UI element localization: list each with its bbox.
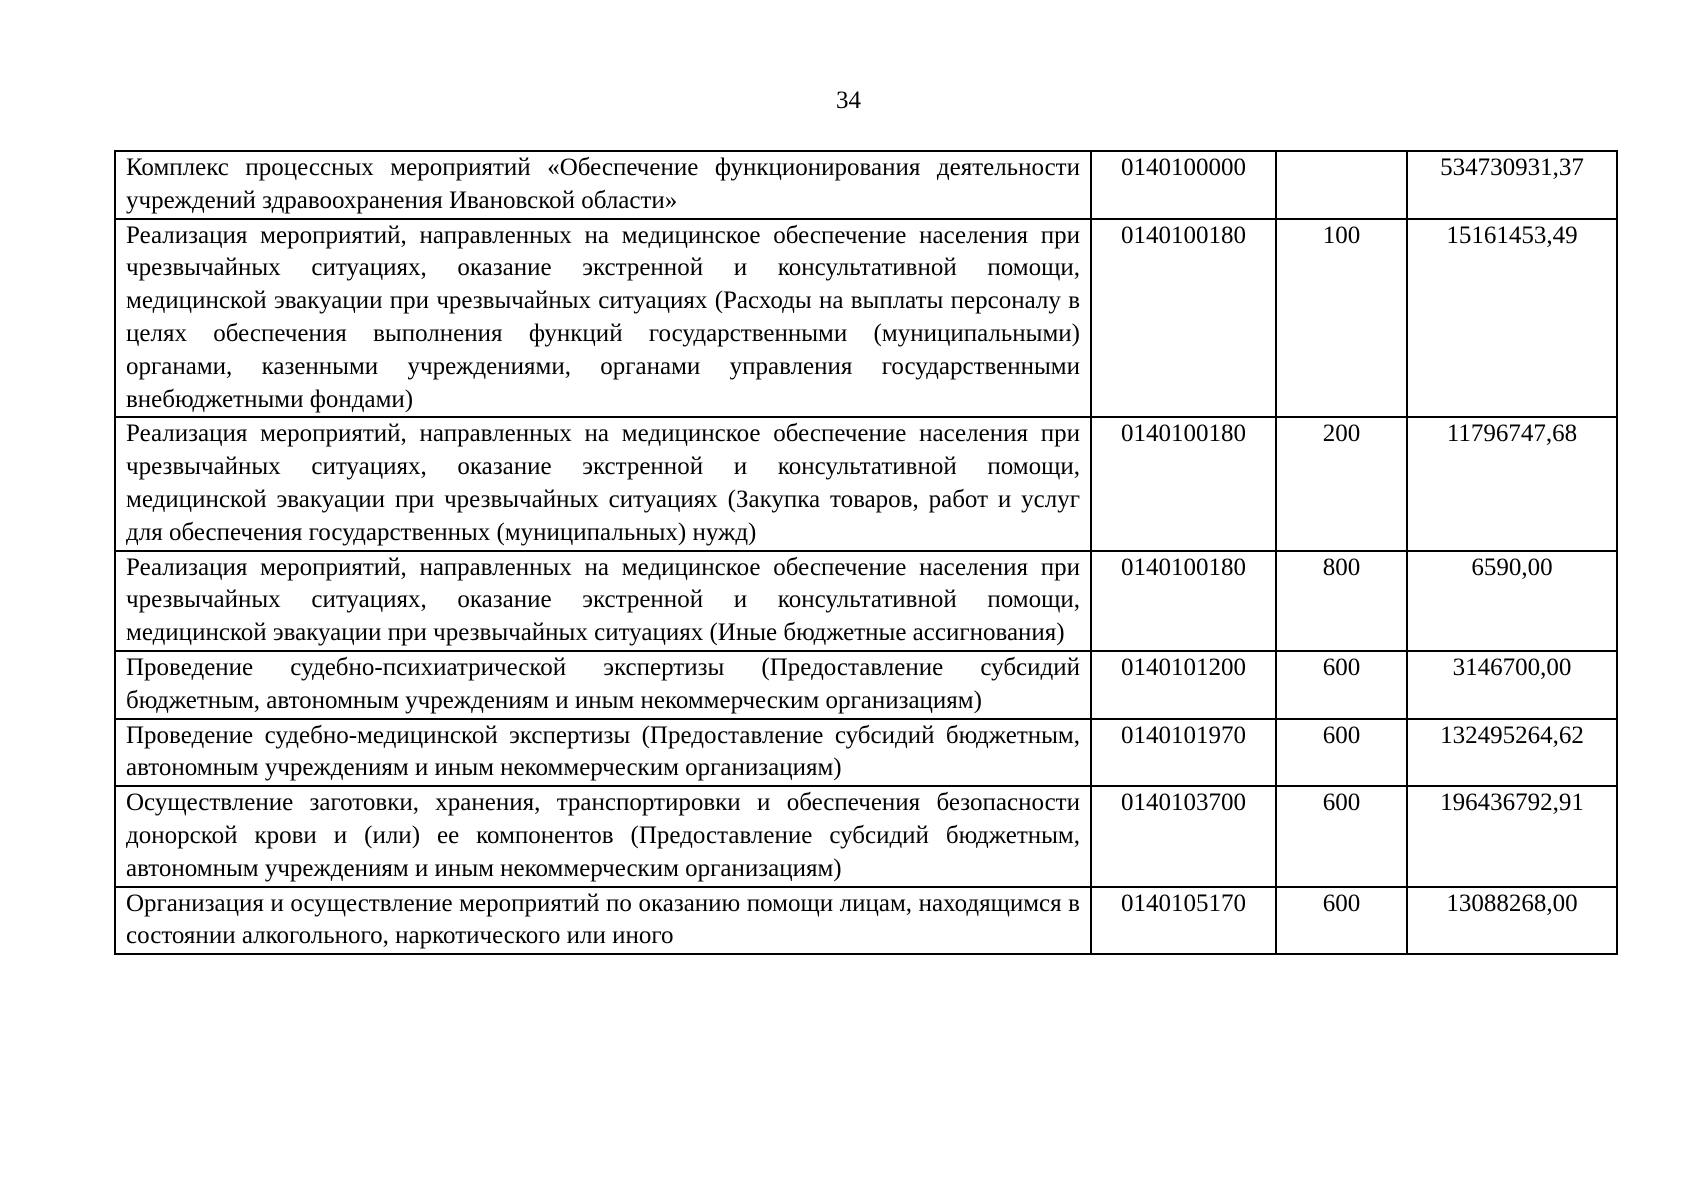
row-description: Проведение судебно-медицинской экспертизы (Предоставление субсидий бюджетным, автономным учреждениям и иным некоммерческим организациям) xyxy=(115,719,1091,787)
row-description: Реализация мероприятий, направленных на медицинское обеспечение населения при чрезвычайных ситуациях, оказание экстренной и консультативной помощи, медицинской эвакуации при чрезвычайных ситуациях (Расходы на выплаты персоналу в целях обеспечения выполнения функций государственными (муниципальными) органами, казенными учреждениями, органами управления государственными внебюджетными фондами) xyxy=(115,219,1091,418)
row-expense-type: 600 xyxy=(1276,887,1407,955)
row-expense-type: 600 xyxy=(1276,786,1407,886)
table-row xyxy=(115,417,1617,550)
row-code: 0140103700 xyxy=(1091,786,1276,886)
row-amount: 196436792,91 xyxy=(1407,786,1617,886)
row-expense-type: 800 xyxy=(1276,551,1407,651)
budget-table xyxy=(114,150,1618,955)
table-row xyxy=(115,651,1617,719)
table-row xyxy=(115,151,1617,219)
row-expense-type: 600 xyxy=(1276,651,1407,719)
row-amount: 11796747,68 xyxy=(1407,417,1617,550)
row-expense-type: 100 xyxy=(1276,219,1407,418)
row-code: 0140101970 xyxy=(1091,719,1276,787)
row-description: Реализация мероприятий, направленных на медицинское обеспечение населения при чрезвычайных ситуациях, оказание экстренной и консультативной помощи, медицинской эвакуации при чрезвычайных ситуациях (Иные бюджетные ассигнования) xyxy=(115,551,1091,651)
row-description: Организация и осуществление мероприятий по оказанию помощи лицам, находящимся в состоянии алкогольного, наркотического или иного xyxy=(115,887,1091,955)
row-expense-type: 200 xyxy=(1276,417,1407,550)
row-code: 0140100000 xyxy=(1091,151,1276,219)
row-description: Комплекс процессных мероприятий «Обеспечение функционирования деятельности учреждений здравоохранения Ивановской области» xyxy=(115,151,1091,219)
table-row xyxy=(115,551,1617,651)
row-amount: 6590,00 xyxy=(1407,551,1617,651)
row-amount: 534730931,37 xyxy=(1407,151,1617,219)
row-description: Осуществление заготовки, хранения, транспортировки и обеспечения безопасности донорской крови и (или) ее компонентов (Предоставление субсидий бюджетным, автономным учреждениям и иным некоммерческим организациям) xyxy=(115,786,1091,886)
row-amount: 132495264,62 xyxy=(1407,719,1617,787)
row-description: Реализация мероприятий, направленных на медицинское обеспечение населения при чрезвычайных ситуациях, оказание экстренной и консультативной помощи, медицинской эвакуации при чрезвычайных ситуациях (Закупка товаров, работ и услуг для обеспечения государственных (муниципальных) нужд) xyxy=(115,417,1091,550)
table-row xyxy=(115,887,1617,955)
row-code: 0140100180 xyxy=(1091,417,1276,550)
row-code: 0140100180 xyxy=(1091,219,1276,418)
row-amount: 13088268,00 xyxy=(1407,887,1617,955)
table-row xyxy=(115,786,1617,886)
row-code: 0140101200 xyxy=(1091,651,1276,719)
row-code: 0140105170 xyxy=(1091,887,1276,955)
row-description: Проведение судебно-психиатрической экспертизы (Предоставление субсидий бюджетным, автономным учреждениям и иным некоммерческим организациям) xyxy=(115,651,1091,719)
table-row xyxy=(115,219,1617,418)
row-amount: 3146700,00 xyxy=(1407,651,1617,719)
table-row xyxy=(115,719,1617,787)
row-expense-type: 600 xyxy=(1276,719,1407,787)
row-code: 0140100180 xyxy=(1091,551,1276,651)
row-amount: 15161453,49 xyxy=(1407,219,1617,418)
page-number: 34 xyxy=(836,87,861,114)
row-expense-type xyxy=(1276,151,1407,219)
